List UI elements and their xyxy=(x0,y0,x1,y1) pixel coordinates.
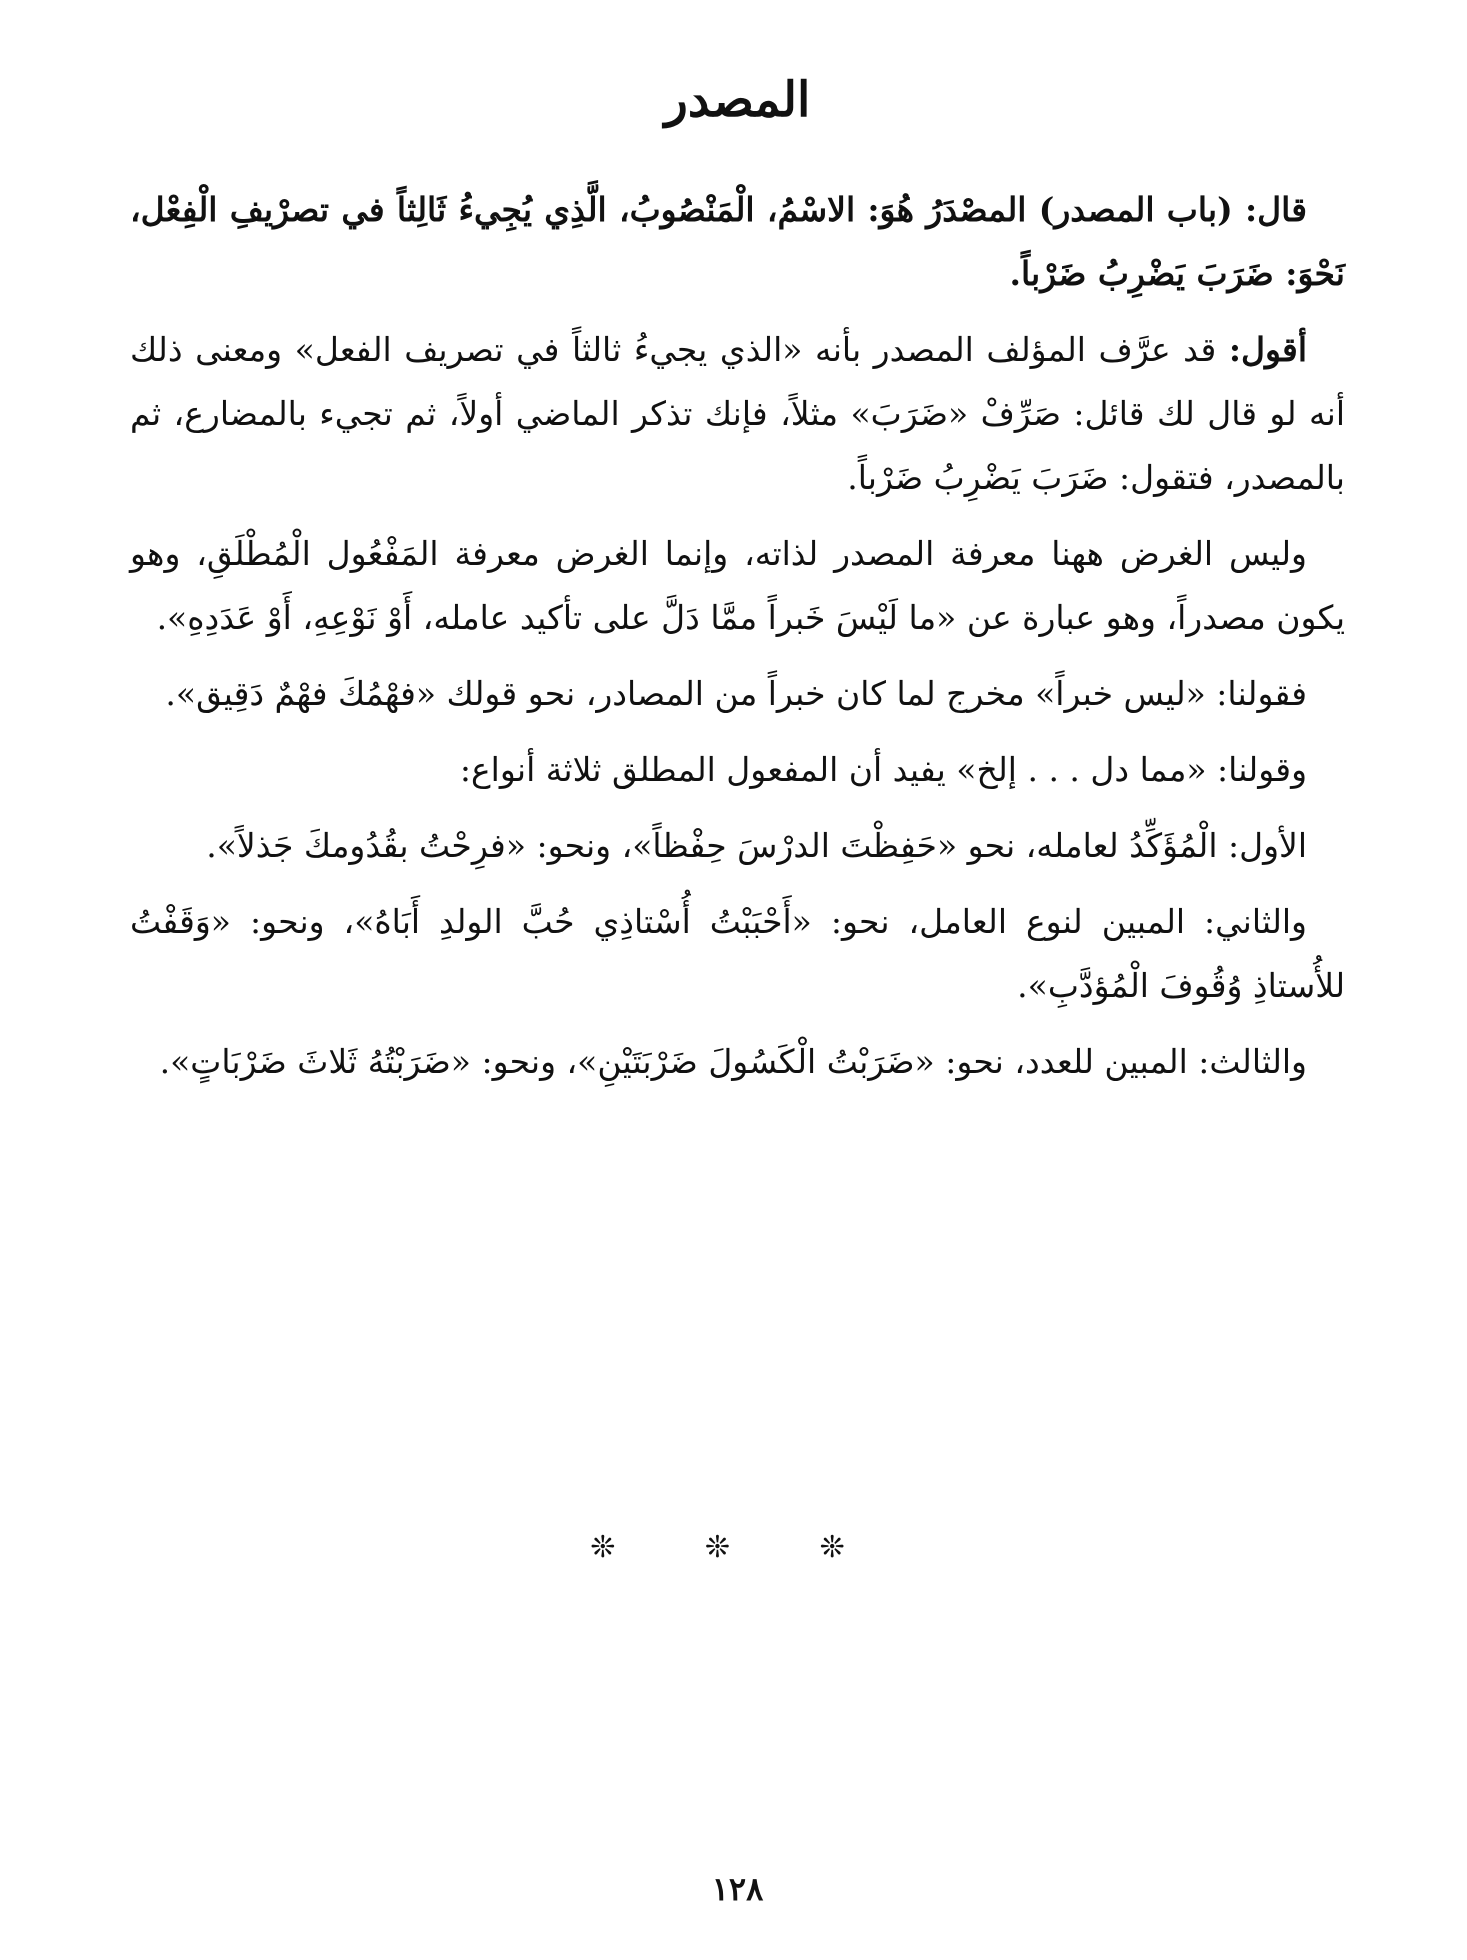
paragraph-matn xyxy=(130,178,1345,306)
text-body xyxy=(130,178,1345,1106)
paragraph-text: قد عرَّف المؤلف المصدر بأنه «الذي يجيءُ ثالثاً في تصريف الفعل» ومعنى ذلك أنه لو قال لك قائل: صَرِّفْ «ضَرَبَ» مثلاً، فإنك تذكر الماضي أولاً، ثم تجيء بالمضارع، ثم بالمصدر، فتقول: ضَرَبَ يَضْرِبُ ضَرْباً. xyxy=(130,330,1345,497)
section-separator: ❊ ❊ ❊ xyxy=(590,1530,885,1565)
paragraph-lead: أقول: xyxy=(1228,330,1307,369)
page-number: ١٢٨ xyxy=(711,1870,764,1908)
paragraph: وليس الغرض ههنا معرفة المصدر لذاته، وإنما الغرض معرفة المَفْعُول الْمُطْلَقِ، وهو يكون مصدراً، وهو عبارة عن «ما لَيْسَ خَبراً ممَّا دَلَّ على تأكيد عامله، أَوْ نَوْعِهِ، أَوْ عَدَدِهِ». xyxy=(130,534,1345,637)
paragraph: والثالث: المبين للعدد، نحو: «ضَرَبْتُ الْكَسُولَ ضَرْبَتَيْنِ»، ونحو: «ضَرَبْتُهُ ثَلاثَ ضَرْبَاتٍ». xyxy=(159,1042,1307,1081)
page-title: المصدر xyxy=(664,72,811,128)
paragraph: وقولنا: «مما دل . . . إلخ» يفيد أن المفعول المطلق ثلاثة أنواع: xyxy=(459,750,1307,789)
paragraph: الأول: الْمُؤَكِّدُ لعامله، نحو «حَفِظْتَ الدرْسَ حِفْظاً»، ونحو: «فرِحْتُ بقُدُومكَ جَذلاً». xyxy=(206,826,1307,865)
paragraph-commentary xyxy=(130,318,1345,510)
paragraph: فقولنا: «ليس خبراً» مخرج لما كان خبراً من المصادر، نحو قولك «فهْمُكَ فهْمٌ دَقِيق». xyxy=(165,674,1307,713)
paragraph-text: (باب المصدر) المصْدَرُ هُوَ: الاسْمُ، الْمَنْصُوبُ، الَّذِي يُجِيءُ ثَالِثاً في تصرْيفِ الْفِعْل، نَحْوَ: ضَرَبَ يَضْرِبُ ضَرْباً. xyxy=(130,190,1345,293)
paragraph: والثاني: المبين لنوع العامل، نحو: «أَحْبَبْتُ أُسْتاذِي حُبَّ الولدِ أَبَاهُ»، ونحو: «وَقَفْتُ للأُستاذِ وُقُوفَ الْمُؤدَّبِ». xyxy=(130,902,1345,1005)
paragraph-lead: قال: xyxy=(1245,190,1307,229)
page xyxy=(130,0,1345,1960)
